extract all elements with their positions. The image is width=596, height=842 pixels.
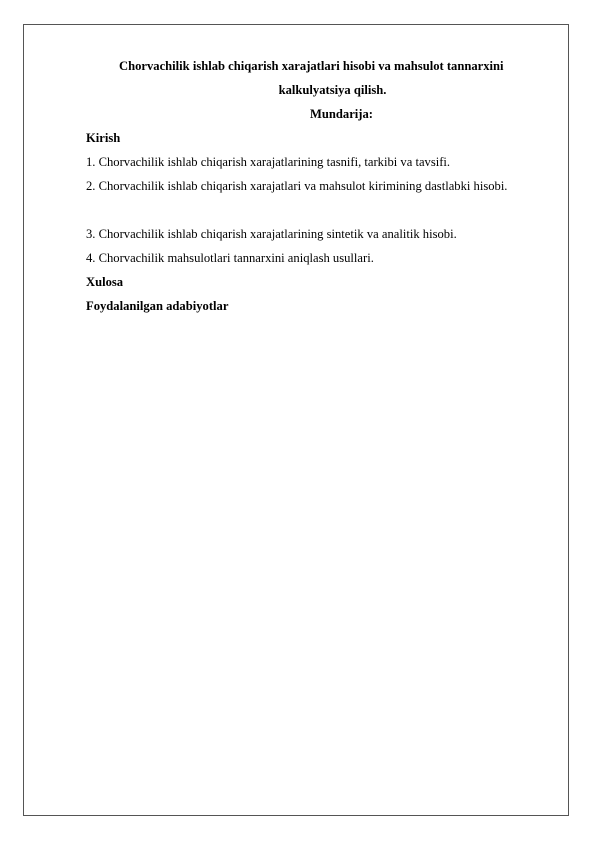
toc-item-1: 1. Chorvachilik ishlab chiqarish xarajatlarining tasnifi, tarkibi va tavsifi.: [86, 155, 451, 169]
toc-item-2: 2. Chorvachilik ishlab chiqarish xarajatlari va mahsulot kirimining dastlabki hisobi.: [86, 179, 508, 193]
toc-item-references: Foydalanilgan adabiyotlar: [86, 299, 229, 313]
document-title-line-1: Chorvachilik ishlab chiqarish xarajatlari hisobi va mahsulot tannarxini: [119, 59, 504, 73]
toc-item-intro: Kirish: [86, 131, 121, 145]
toc-item-3: 3. Chorvachilik ishlab chiqarish xarajatlarining sintetik va analitik hisobi.: [86, 227, 457, 241]
toc-item-conclusion: Xulosa: [86, 275, 124, 289]
toc-item-4: 4. Chorvachilik mahsulotlari tannarxini aniqlash usullari.: [86, 251, 374, 265]
toc-heading: Mundarija:: [310, 107, 373, 121]
document-title-line-2: kalkulyatsiya qilish.: [278, 83, 387, 97]
